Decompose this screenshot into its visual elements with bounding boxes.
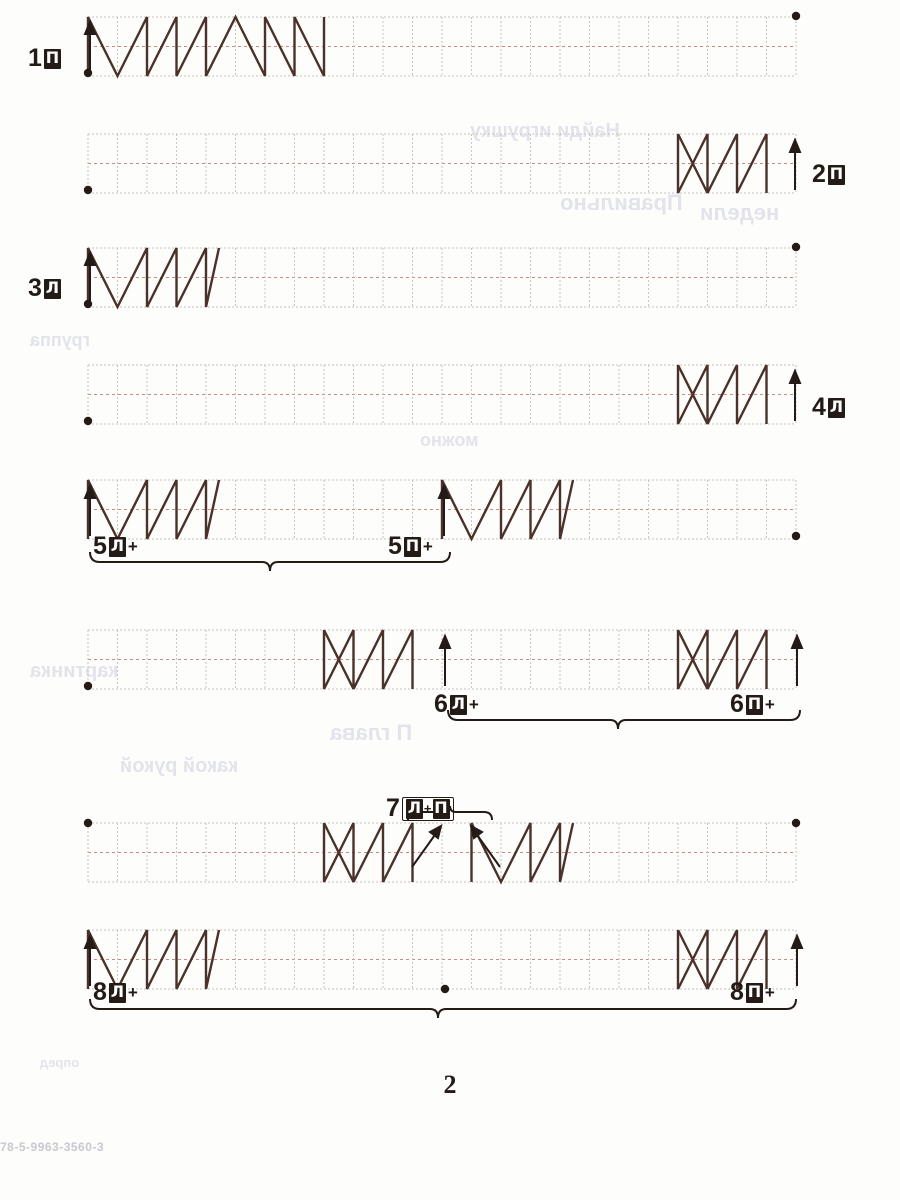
- row-8-left-hand-box: Л: [110, 981, 125, 1001]
- row-4-hand-box: Л: [829, 396, 844, 416]
- row-7-plus: +: [423, 801, 432, 816]
- row-7-number: 7: [386, 794, 400, 822]
- row-1-hand-box: П: [45, 47, 60, 67]
- row-6-right-hand-box: П: [747, 693, 762, 713]
- ghost-text-6: П глава: [330, 720, 413, 745]
- row-1-number: 1: [28, 44, 42, 72]
- row-6-left-number: 6: [434, 690, 448, 718]
- isbn-fragment: 78-5-9963-3560-3: [0, 1140, 105, 1154]
- row-8-left-number: 8: [93, 978, 107, 1006]
- ghost-text-7: какой рукой: [120, 755, 239, 777]
- row-6-left-hand-box: Л: [451, 693, 466, 713]
- ghost-text-0: Найди игрушку: [470, 120, 620, 142]
- row-3-hand-box: Л: [45, 277, 60, 297]
- row-8-right-number: 8: [730, 978, 744, 1006]
- ghost-text-2: недели: [700, 200, 780, 225]
- row-5-right-plus: +: [422, 537, 433, 556]
- page-number: 2: [443, 1070, 457, 1099]
- row-2-hand-box: П: [829, 163, 844, 183]
- row-5-left-number: 5: [93, 532, 107, 560]
- row-5-right-hand-box: П: [405, 535, 420, 555]
- row-3-number: 3: [28, 274, 42, 302]
- row-8-right-hand-box: П: [747, 981, 762, 1001]
- row-6-left-plus: +: [468, 695, 479, 714]
- row-6-right-number: 6: [730, 690, 744, 718]
- ghost-text-3: группа: [30, 330, 91, 350]
- row-8-right-plus: +: [764, 983, 775, 1002]
- mid-dot-row-8: [441, 985, 449, 993]
- row-4-number: 4: [812, 393, 826, 421]
- row-7-hand-box-right: П: [434, 797, 448, 817]
- row-7-hand-box-left: Л: [407, 797, 422, 817]
- row-8-label-left: [93, 980, 138, 1005]
- ghost-text-1: Правильно: [560, 190, 683, 215]
- row-5-left-hand-box: Л: [110, 535, 125, 555]
- brace-row-8: [90, 999, 796, 1018]
- row-6-right-plus: +: [764, 695, 775, 714]
- ghost-text-8: опред: [40, 1055, 80, 1070]
- row-2-number: 2: [812, 160, 826, 188]
- ghost-text-4: можно: [420, 430, 479, 450]
- row-8-left-plus: +: [127, 983, 138, 1002]
- row-5-left-plus: +: [127, 537, 138, 556]
- row-8-label-right: [730, 980, 775, 1005]
- ghost-text-5: картинка: [30, 660, 119, 682]
- row-5-right-number: 5: [388, 532, 402, 560]
